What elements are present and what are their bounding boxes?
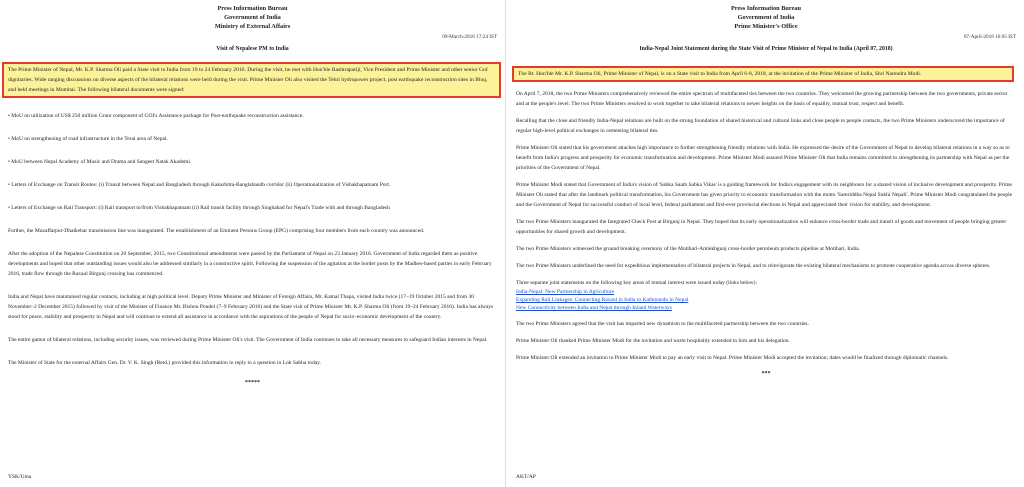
left-paragraph: • MoU on utilization of US$ 250 million Grant component of GOI's Assistance package for Post-earthquake reconstruction assistance. bbox=[8, 113, 304, 119]
left-paragraph: The entire gamut of bilateral relations, including security issues, was reviewed during Prime Minister Oli's visit. The Government of India continues to take all necessary measures to safeguard Indian interests in Nepal. bbox=[8, 337, 488, 343]
right-paragraph: Prime Minister Oli extended an invitation to Prime Minister Modi to pay an early visit to Nepal. Prime Minister Modi accepted the invitation; dates would be finalized through diplomatic channels. bbox=[516, 355, 949, 361]
right-footer: AKT/AP bbox=[516, 474, 536, 480]
right-org: Press Information Bureau bbox=[730, 5, 802, 12]
left-paragraph: • Letters of Exchange on Rail Transport: (i) Rail transport to/from Vishakhapatnam (ii) Rail transit facility through Singhabad for Nepal's Trade with and through Bangladesh bbox=[8, 205, 390, 211]
right-paragraph: The two Prime Ministers agreed that the visit has imparted new dynamism to the multifaceted partnership between the two countries. bbox=[516, 321, 809, 327]
right-paragraph: Prime Minister Modi stated that Government of India's vision of 'Sabka Saath Sabka Vikas' is a guiding framework for India's engagement with its neighbours for a shared vision of inclusive development and prosperity. Prime Minister Oli stated that after the landmark political transformation, his Government has given priority to economic transformation with the motto 'Samriddha Nepal Sukhi Nepali'. Prime Minister Modi congratulated the people and the Government of Nepal for successful conduct of local level, federal parliament and first-ever provincial elections in Nepal and appreciated their vision for stability, and development. bbox=[516, 182, 1013, 208]
right-paragraph: The two Prime Ministers witnessed the ground breaking ceremony of the Motihari-Amlekhgunj cross-border petroleum products pipeline at Motihari, India. bbox=[516, 246, 860, 252]
left-paragraph: Further, the Muzaffarpur-Dhalkebar transmission line was inaugurated. The establishment of an Eminent Persons Group (EPG) comprising four members from each country was announced. bbox=[8, 228, 425, 234]
right-document bbox=[508, 0, 1024, 487]
left-separator: ***** bbox=[245, 380, 260, 386]
right-paragraph: Recalling that the close and friendly India-Nepal relations are built on the strong foundation of shared historical and cultural links and close people to people contacts, the two Prime Ministers underscored the importance of regular high-level political exchanges in cementing bilateral ties. bbox=[516, 118, 1005, 134]
right-highlight-box: The Rt. Hon'ble Mr. K.P. Sharma Oli, Prime Minister of Nepal, is on a State visit to India from April 6-8, 2018, at the invitation of the Prime Minister of India, Shri Narendra Modi. bbox=[512, 66, 1014, 82]
right-ministry: Prime Minister's Office bbox=[734, 23, 798, 30]
right-paragraph: The two Prime Ministers underlined the need for expeditious implementation of bilateral projects in Nepal, and to reinvigorate the existing bilateral mechanisms to promote cooperative agenda across diverse spheres. bbox=[516, 263, 991, 269]
left-highlight-box: The Prime Minister of Nepal, Mr. K.P. Sharma Oli paid a State visit to India from 19 to 24 February 2016. During the visit, he met with Hon'ble Rashtrapatiji, Vice President and Prime Minister and other senior GoI dignitaries. Wide ranging discussions on diverse aspects of the bilateral relations were held during the visit. Prime Minister Oli also visited the Tehri hydropower project, post earthquake reconstruction sites in Bhuj, and held meetings in Mumbai. The following bilateral documents were signed: bbox=[2, 62, 501, 98]
right-gov: Government of India bbox=[737, 14, 795, 21]
left-org: Press Information Bureau bbox=[217, 5, 288, 12]
right-paragraph: The two Prime Ministers inaugurated the Integrated Check Post at Birgunj in Nepal. They hoped that its early operationalization will enhance cross-border trade and transit of goods and movement of people bringing greater opportunities for shared growth and development. bbox=[516, 219, 1007, 235]
left-paragraph: • MoU on strengthening of road infrastructure in the Terai area of Nepal. bbox=[8, 136, 168, 142]
left-ministry: Ministry of External Affairs bbox=[214, 23, 291, 30]
right-separator: *** bbox=[761, 371, 771, 377]
link-rail-linkages[interactable]: Expanding Rail Linkages: Connecting Raxaul in India to Kathmandu in Nepal bbox=[516, 297, 689, 303]
link-inland-waterways[interactable]: New Connectivity between India and Nepal through Inland Waterways bbox=[516, 305, 672, 311]
left-header bbox=[0, 4, 505, 31]
left-footer: YSK/Uma bbox=[8, 474, 32, 480]
left-title: Visit of Nepalese PM to India bbox=[216, 46, 289, 52]
left-document bbox=[0, 0, 506, 487]
right-paragraph: Three separate joint statements on the following key areas of mutual interest were issued today (links below): bbox=[516, 280, 758, 286]
left-date: 09-March-2016 17:24 IST bbox=[442, 34, 497, 40]
left-paragraph: The Minister of State for the external Affairs Gen. Dr. V. K. Singh (Retd.) provided this information in reply to a question in Lok Sabha today. bbox=[8, 360, 321, 366]
left-paragraph: India and Nepal have maintained regular contacts, including at high political level. Deputy Prime Minister and Minister of Foreign Affairs, Mr. Kamal Thapa, visited India twice (17–19 October 2015 and from 30 November–2 December 2015) followed by visit of the Minister of Finance Mr. Bishnu Poudel (7–9 February 2016) and the State visit of Prime Minister Mr. K.P. Sharma Oli (from 19–24 February 2016). India has always stood for peace, stability and prosperity in Nepal and will continue to extend all assistance in accordance with the aspirations of the people of Nepal for socio–economic development of the country. bbox=[8, 294, 494, 320]
left-paragraph: • MoU between Nepal Academy of Music and Drama and Sangeet Natak Akademi. bbox=[8, 159, 192, 165]
right-header bbox=[508, 4, 1024, 31]
left-paragraph: After the adoption of the Nepalese Constitution on 20 September, 2015, two Constitutional amendments were passed by the Parliament of Nepal on 23 January 2016. Government of India regarded them as positive developments and hoped that other outstanding issues would also be addressed similarly in a constructive spirit. Following the suspension of the agitation at the border posts by the Madhes-based parties in early February 2016, trade flow through the Raxaul Birgunj crossing has commenced. bbox=[8, 251, 492, 277]
link-agriculture[interactable]: India-Nepal: New Partnership in Agriculture bbox=[516, 289, 615, 295]
right-paragraph: Prime Minister Oli thanked Prime Minister Modi for the invitation and warm hospitality extended to him and his delegation. bbox=[516, 338, 790, 344]
right-paragraph: On April 7, 2018, the two Prime Ministers comprehensively reviewed the entire spectrum of multifaceted ties between the two countries. They welcomed the growing partnership between the two governments, private sector and at the people's level. The two Prime Ministers resolved to work together to take bilateral relations to newer heights on the basis of equality, mutual trust, respect and benefit. bbox=[516, 91, 1008, 107]
right-date: 07-April-2018 16:05 IST bbox=[963, 34, 1016, 40]
right-title: India-Nepal Joint Statement during the State Visit of Prime Minister of Nepal to India (April 07, 2018) bbox=[639, 46, 893, 52]
left-gov: Government of India bbox=[224, 14, 281, 21]
right-paragraph: Prime Minister Oli stated that his government attaches high importance to further strengthening friendly relations with India. He expressed the desire of the Government of Nepal to develop bilateral relations in a way so as to benefit from India's progress and prosperity for economic transformation and development. Prime Minister Modi assured Prime Minister Oli that India remains committed to strengthening its partnership with Nepal as per the priorities of the Government of Nepal. bbox=[516, 145, 1010, 171]
left-paragraph: • Letters of Exchange on Transit Routes: (i) Transit between Nepal and Bangladesh through Kakarbitta-Banglabandh corridor (ii) Operationalization of Vishakhapatnam Port. bbox=[8, 182, 391, 188]
